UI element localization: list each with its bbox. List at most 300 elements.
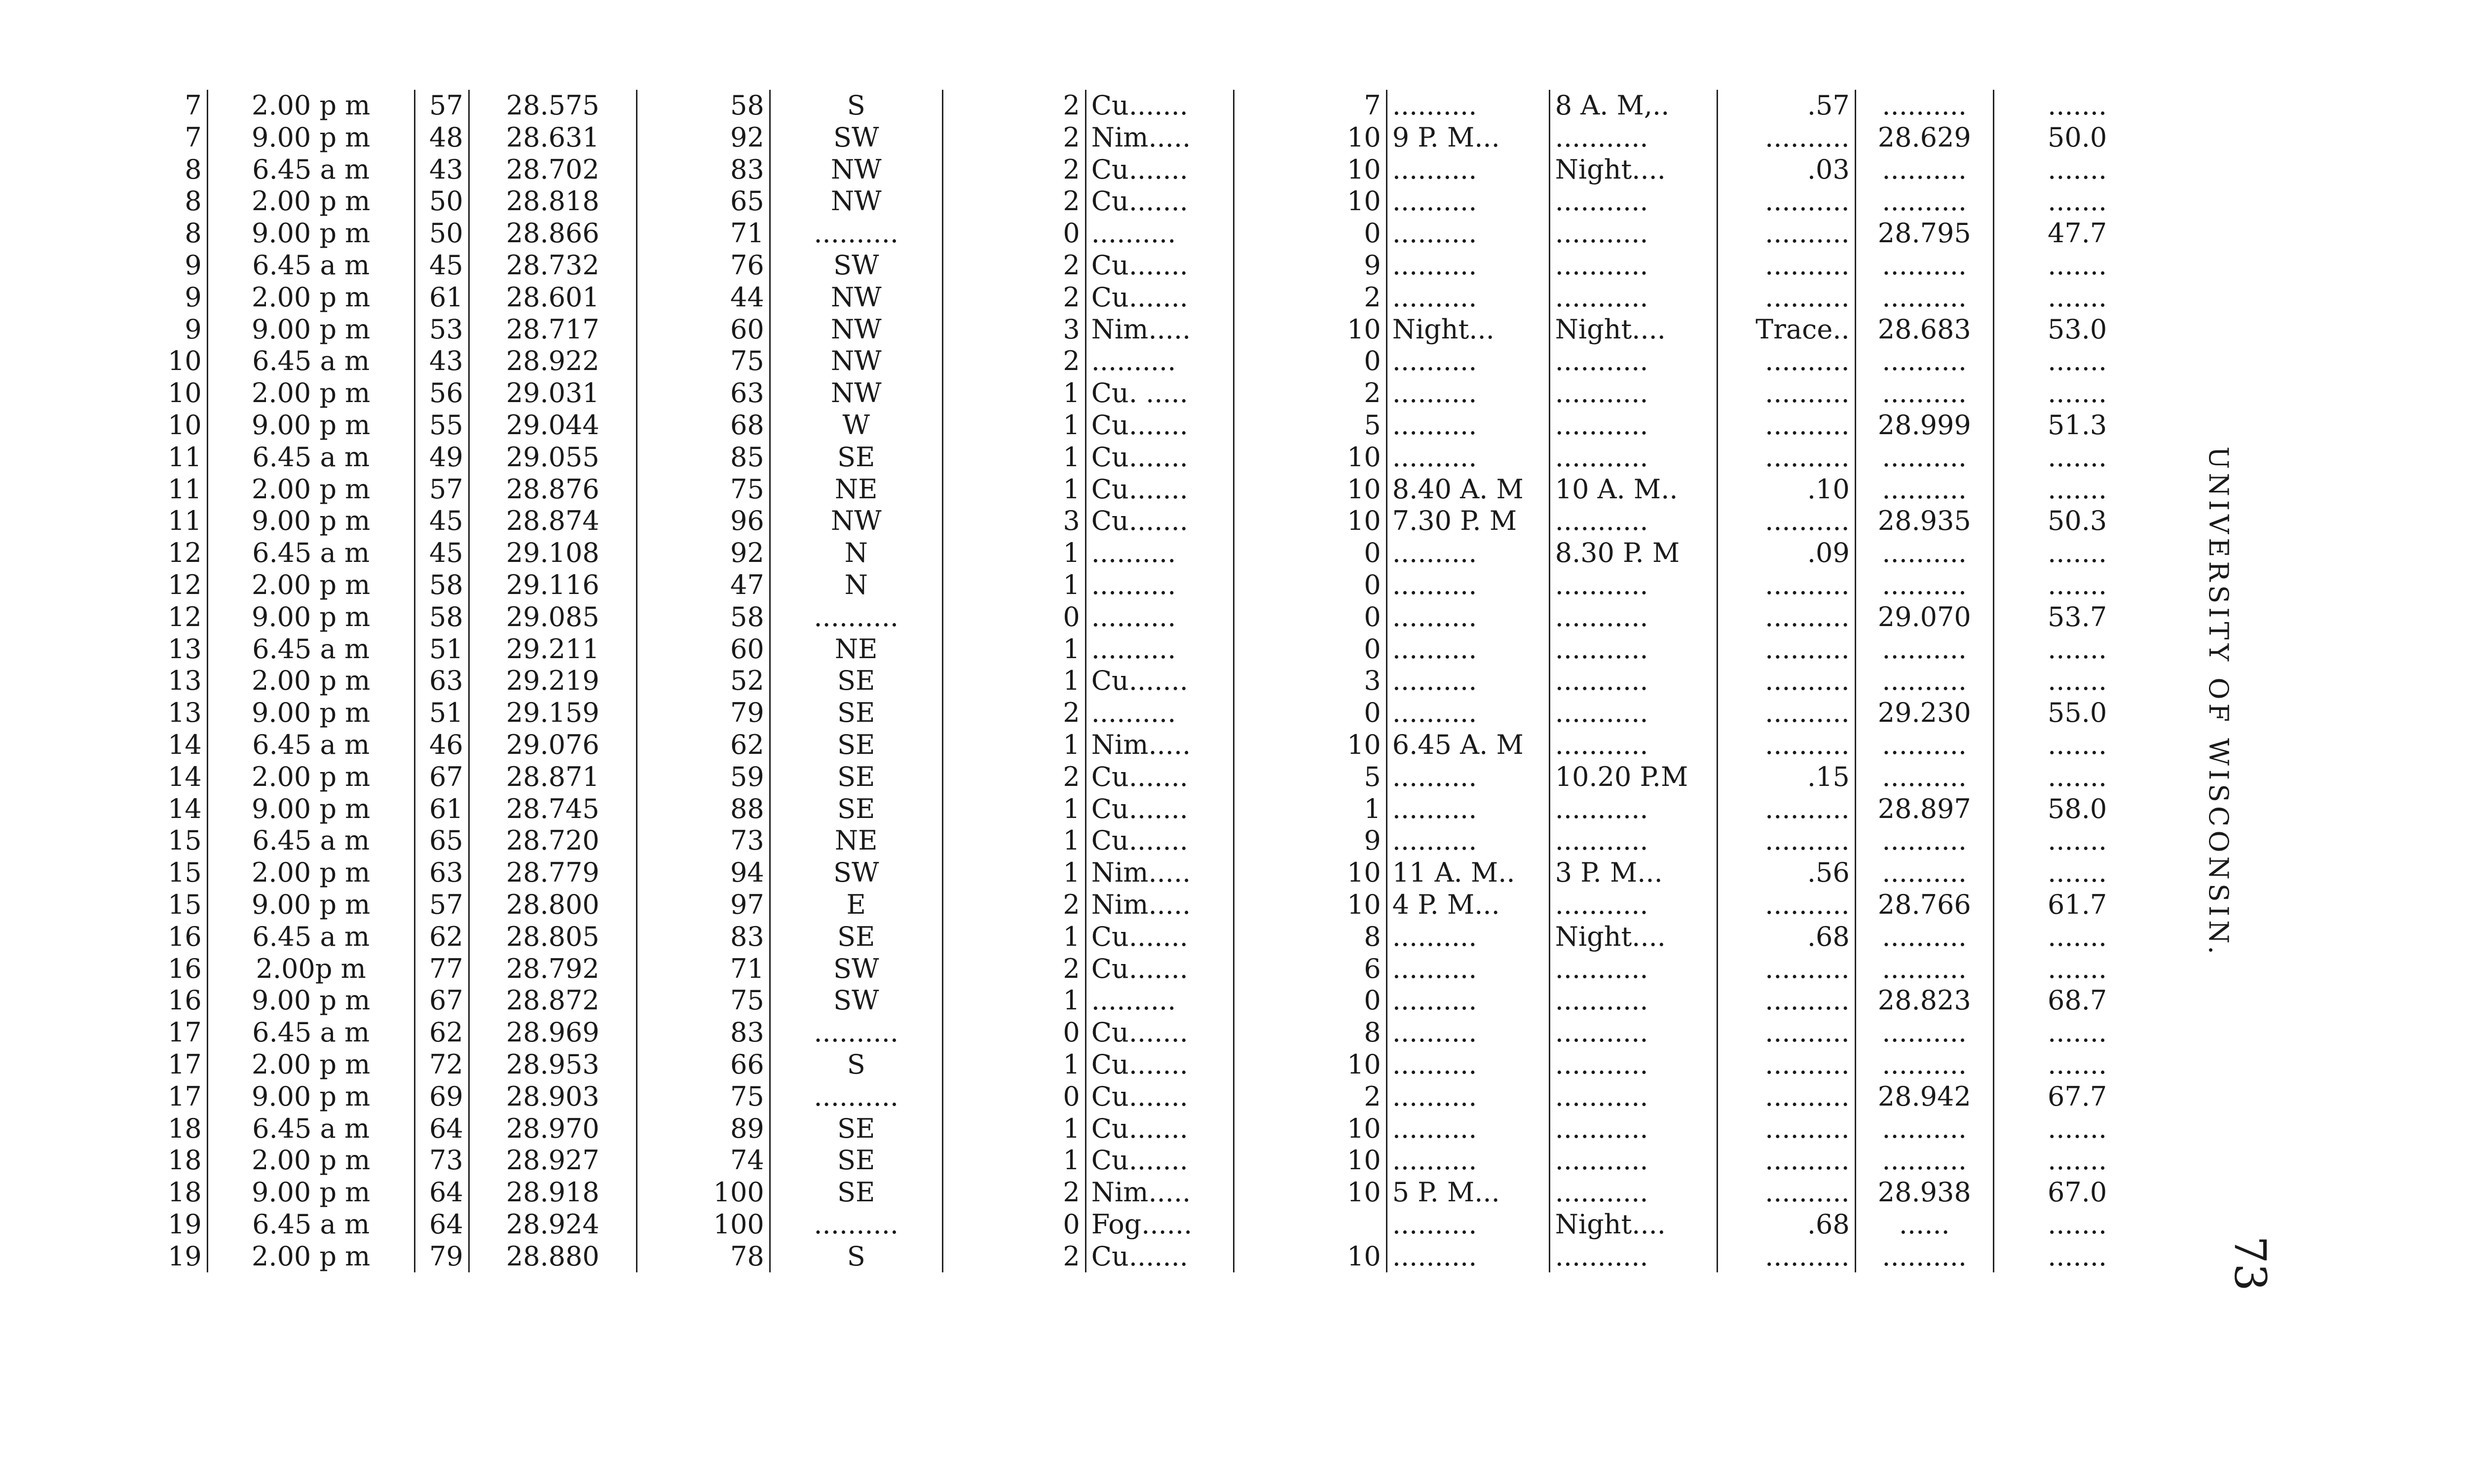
- rain-ended-cell: 8 A. M,..: [1549, 90, 1717, 122]
- mean-barometer-cell: 29.230: [1855, 697, 1993, 729]
- cloudiness-cell: 10: [1234, 857, 1386, 889]
- mean-barometer-cell: ..........: [1855, 921, 1993, 953]
- barometer-cell: 28.866: [469, 218, 636, 250]
- mean-barometer-cell: ..........: [1855, 377, 1993, 409]
- cloudiness-cell: 10: [1234, 474, 1386, 506]
- table-row: [163, 697, 2112, 729]
- cloud-kind-cell: Fog......: [1085, 1209, 1234, 1241]
- cloudiness-cell: [1234, 1209, 1386, 1241]
- day-cell: 13: [163, 633, 207, 666]
- rain-began-cell: ..........: [1386, 442, 1549, 474]
- rainfall-cell: .57: [1717, 90, 1855, 122]
- time-cell: 6.45 a m: [207, 250, 414, 282]
- rain-began-cell: ..........: [1386, 985, 1549, 1017]
- mean-barometer-cell: ..........: [1855, 633, 1993, 666]
- mean-temperature-cell: 51.3: [2047, 409, 2107, 441]
- humidity-cell: 83: [636, 921, 770, 953]
- cloudiness-cell: 7: [1234, 90, 1386, 122]
- rain-began-cell: ..........: [1386, 569, 1549, 601]
- mean-temperature-cell: .......: [2048, 1240, 2107, 1272]
- rainfall-cell: ..........: [1717, 985, 1855, 1017]
- day-cell: 15: [163, 889, 207, 921]
- cloud-kind-cell: Cu.......: [1085, 1145, 1234, 1177]
- time-cell: 6.45 a m: [207, 921, 414, 953]
- humidity-cell: 60: [636, 633, 770, 666]
- cloud-kind-cell: ..........: [1085, 601, 1234, 633]
- rain-began-cell: ..........: [1386, 665, 1549, 697]
- rainfall-cell: .15: [1717, 761, 1855, 793]
- thermometer-cell: 50: [414, 218, 469, 250]
- wind-force-cell: 0: [942, 601, 1085, 633]
- day-cell: 17: [163, 1017, 207, 1049]
- time-cell: 9.00 p m: [207, 601, 414, 633]
- cloud-kind-cell: Cu.......: [1085, 1113, 1234, 1145]
- rainfall-cell: .03: [1717, 154, 1855, 186]
- time-cell: 9.00 p m: [207, 1081, 414, 1113]
- mean-barometer-cell: ......: [1855, 1209, 1993, 1241]
- rain-began-cell: 4 P. M...: [1386, 889, 1549, 921]
- cloudiness-cell: 10: [1234, 122, 1386, 154]
- rainfall-cell: ..........: [1717, 345, 1855, 377]
- humidity-cell: 52: [636, 665, 770, 697]
- time-cell: 9.00 p m: [207, 122, 414, 154]
- wind-force-cell: 1: [942, 985, 1085, 1017]
- wind-direction-cell: SE: [770, 665, 942, 697]
- wind-force-cell: 2: [942, 90, 1085, 122]
- table-row: [163, 186, 2112, 218]
- cloudiness-cell: 0: [1234, 985, 1386, 1017]
- rain-ended-cell: ...........: [1549, 442, 1717, 474]
- mean-temperature-cell: .......: [2048, 377, 2107, 409]
- day-cell: 10: [163, 409, 207, 442]
- day-cell: 14: [163, 761, 207, 793]
- rainfall-cell: ..........: [1717, 122, 1855, 154]
- humidity-cell: 62: [636, 729, 770, 761]
- cloudiness-cell: 8: [1234, 1017, 1386, 1049]
- wind-direction-cell: S: [770, 90, 942, 122]
- rainfall-cell: ..........: [1717, 505, 1855, 537]
- time-cell: 2.00 p m: [207, 761, 414, 793]
- wind-force-cell: 2: [942, 889, 1085, 921]
- cloudiness-cell: 0: [1234, 633, 1386, 666]
- rain-ended-cell: ...........: [1549, 186, 1717, 218]
- rain-ended-cell: ...........: [1549, 633, 1717, 666]
- day-cell: 13: [163, 697, 207, 729]
- wind-force-cell: 2: [942, 697, 1085, 729]
- day-cell: 11: [163, 474, 207, 506]
- rainfall-cell: .56: [1717, 857, 1855, 889]
- mean-barometer-cell: ..........: [1855, 953, 1993, 985]
- rainfall-cell: .68: [1717, 1209, 1855, 1241]
- cloudiness-cell: 10: [1234, 314, 1386, 346]
- cloud-kind-cell: Nim.....: [1085, 729, 1234, 761]
- mean-temperature-cell: .......: [2048, 537, 2107, 569]
- wind-direction-cell: SW: [770, 857, 942, 889]
- time-cell: 2.00 p m: [207, 1049, 414, 1081]
- rainfall-cell: ..........: [1717, 697, 1855, 729]
- rain-began-cell: ..........: [1386, 1145, 1549, 1177]
- humidity-cell: 71: [636, 218, 770, 250]
- cloudiness-cell: 10: [1234, 154, 1386, 186]
- day-cell: 10: [163, 345, 207, 377]
- humidity-cell: 59: [636, 761, 770, 793]
- mean-temperature-cell: .......: [2048, 857, 2107, 889]
- rain-began-cell: ..........: [1386, 921, 1549, 953]
- humidity-cell: 63: [636, 377, 770, 409]
- mean-temperature-cell: 47.7: [2047, 218, 2107, 249]
- thermometer-cell: 79: [414, 1241, 469, 1273]
- wind-force-cell: 0: [942, 218, 1085, 250]
- time-cell: 9.00 p m: [207, 985, 414, 1017]
- cloud-kind-cell: Cu.......: [1085, 250, 1234, 282]
- wind-force-cell: 1: [942, 377, 1085, 409]
- rain-began-cell: ..........: [1386, 1081, 1549, 1113]
- mean-barometer-cell: 28.795: [1855, 218, 1993, 250]
- wind-force-cell: 2: [942, 953, 1085, 985]
- barometer-cell: 28.927: [469, 1145, 636, 1177]
- mean-barometer-cell: ..........: [1855, 345, 1993, 377]
- cloud-kind-cell: Cu.......: [1085, 665, 1234, 697]
- cloudiness-cell: 3: [1234, 665, 1386, 697]
- rainfall-cell: ..........: [1717, 569, 1855, 601]
- cloud-kind-cell: ..........: [1085, 633, 1234, 666]
- day-cell: 17: [163, 1081, 207, 1113]
- time-cell: 6.45 a m: [207, 1113, 414, 1145]
- mean-barometer-cell: ..........: [1855, 537, 1993, 569]
- cloud-kind-cell: Nim.....: [1085, 122, 1234, 154]
- table-row: [163, 442, 2112, 474]
- thermometer-cell: 56: [414, 377, 469, 409]
- rainfall-cell: ..........: [1717, 1081, 1855, 1113]
- day-cell: 11: [163, 505, 207, 537]
- day-cell: 9: [163, 282, 207, 314]
- mean-temperature-cell: .......: [2048, 90, 2107, 121]
- wind-direction-cell: SE: [770, 729, 942, 761]
- wind-force-cell: 1: [942, 793, 1085, 825]
- mean-temperature-cell: .......: [2048, 345, 2107, 377]
- mean-barometer-cell: 28.683: [1855, 314, 1993, 346]
- time-cell: 2.00 p m: [207, 474, 414, 506]
- time-cell: 9.00 p m: [207, 505, 414, 537]
- wind-force-cell: 2: [942, 250, 1085, 282]
- rainfall-cell: ..........: [1717, 889, 1855, 921]
- wind-force-cell: 3: [942, 314, 1085, 346]
- mean-temperature-cell: 67.0: [2047, 1177, 2107, 1208]
- cloud-kind-cell: Cu.......: [1085, 1049, 1234, 1081]
- rain-ended-cell: ...........: [1549, 1241, 1717, 1273]
- wind-force-cell: 1: [942, 633, 1085, 666]
- rainfall-cell: ..........: [1717, 1241, 1855, 1273]
- wind-force-cell: 1: [942, 569, 1085, 601]
- humidity-cell: 74: [636, 1145, 770, 1177]
- mean-temperature-cell: .......: [2048, 249, 2107, 281]
- barometer-cell: 28.924: [469, 1209, 636, 1241]
- time-cell: 2.00 p m: [207, 282, 414, 314]
- cloudiness-cell: 9: [1234, 825, 1386, 857]
- rain-began-cell: ..........: [1386, 409, 1549, 442]
- table-row: [163, 953, 2112, 985]
- cloud-kind-cell: Cu.......: [1085, 825, 1234, 857]
- cloudiness-cell: 0: [1234, 569, 1386, 601]
- barometer-cell: 29.076: [469, 729, 636, 761]
- humidity-cell: 75: [636, 985, 770, 1017]
- rainfall-cell: ..........: [1717, 218, 1855, 250]
- mean-temperature-cell: .......: [2048, 761, 2107, 792]
- rain-began-cell: Night...: [1386, 314, 1549, 346]
- day-cell: 12: [163, 601, 207, 633]
- day-cell: 8: [163, 218, 207, 250]
- table-row: [163, 282, 2112, 314]
- wind-force-cell: 2: [942, 345, 1085, 377]
- thermometer-cell: 64: [414, 1113, 469, 1145]
- rain-ended-cell: 10 A. M..: [1549, 474, 1717, 506]
- humidity-cell: 75: [636, 1081, 770, 1113]
- thermometer-cell: 49: [414, 442, 469, 474]
- mean-temperature-cell: 53.7: [2047, 601, 2107, 632]
- rain-began-cell: ..........: [1386, 186, 1549, 218]
- time-cell: 9.00 p m: [207, 1177, 414, 1209]
- rain-began-cell: ..........: [1386, 218, 1549, 250]
- humidity-cell: 78: [636, 1241, 770, 1273]
- cloudiness-cell: 10: [1234, 1113, 1386, 1145]
- humidity-cell: 76: [636, 250, 770, 282]
- cloud-kind-cell: Cu.......: [1085, 409, 1234, 442]
- mean-barometer-cell: ..........: [1855, 250, 1993, 282]
- barometer-cell: 28.732: [469, 250, 636, 282]
- mean-barometer-cell: ..........: [1855, 90, 1993, 122]
- wind-direction-cell: SE: [770, 761, 942, 793]
- table-row: [163, 90, 2112, 122]
- wind-force-cell: 2: [942, 122, 1085, 154]
- rain-ended-cell: ...........: [1549, 985, 1717, 1017]
- day-cell: 16: [163, 921, 207, 953]
- wind-direction-cell: ..........: [770, 601, 942, 633]
- barometer-cell: 29.219: [469, 665, 636, 697]
- mean-barometer-cell: ..........: [1855, 665, 1993, 697]
- time-cell: 6.45 a m: [207, 1209, 414, 1241]
- barometer-cell: 28.876: [469, 474, 636, 506]
- wind-force-cell: 2: [942, 186, 1085, 218]
- day-cell: 9: [163, 314, 207, 346]
- rain-ended-cell: ...........: [1549, 282, 1717, 314]
- cloudiness-cell: 0: [1234, 218, 1386, 250]
- cloudiness-cell: 0: [1234, 697, 1386, 729]
- wind-direction-cell: SE: [770, 921, 942, 953]
- rain-began-cell: ..........: [1386, 250, 1549, 282]
- wind-force-cell: 1: [942, 921, 1085, 953]
- rain-ended-cell: ...........: [1549, 1145, 1717, 1177]
- table-row: [163, 314, 2112, 346]
- barometer-cell: 28.792: [469, 953, 636, 985]
- cloudiness-cell: 10: [1234, 1177, 1386, 1209]
- rainfall-cell: ..........: [1717, 250, 1855, 282]
- thermometer-cell: 58: [414, 601, 469, 633]
- rain-ended-cell: ...........: [1549, 729, 1717, 761]
- mean-temperature-cell: 53.0: [2047, 313, 2107, 345]
- barometer-cell: 28.702: [469, 154, 636, 186]
- rain-ended-cell: ...........: [1549, 697, 1717, 729]
- mean-barometer-cell: 28.935: [1855, 505, 1993, 537]
- mean-barometer-cell: 28.999: [1855, 409, 1993, 442]
- wind-direction-cell: ..........: [770, 1017, 942, 1049]
- table-row: [163, 250, 2112, 282]
- mean-barometer-cell: 28.897: [1855, 793, 1993, 825]
- thermometer-cell: 46: [414, 729, 469, 761]
- day-cell: 7: [163, 122, 207, 154]
- table-row: [163, 1241, 2112, 1273]
- time-cell: 2.00 p m: [207, 186, 414, 218]
- barometer-cell: 28.871: [469, 761, 636, 793]
- wind-direction-cell: ..........: [770, 1209, 942, 1241]
- rainfall-cell: ..........: [1717, 1113, 1855, 1145]
- rain-ended-cell: ...........: [1549, 601, 1717, 633]
- humidity-cell: 65: [636, 186, 770, 218]
- thermometer-cell: 62: [414, 1017, 469, 1049]
- rainfall-cell: .09: [1717, 537, 1855, 569]
- day-cell: 19: [163, 1209, 207, 1241]
- rain-ended-cell: ...........: [1549, 1017, 1717, 1049]
- wind-force-cell: 2: [942, 282, 1085, 314]
- thermometer-cell: 69: [414, 1081, 469, 1113]
- mean-temperature-cell: .......: [2048, 1048, 2107, 1080]
- mean-temperature-cell: .......: [2048, 186, 2107, 217]
- table-row: [163, 1017, 2112, 1049]
- cloud-kind-cell: Cu.......: [1085, 154, 1234, 186]
- wind-direction-cell: SW: [770, 985, 942, 1017]
- wind-force-cell: 0: [942, 1017, 1085, 1049]
- humidity-cell: 85: [636, 442, 770, 474]
- thermometer-cell: 53: [414, 314, 469, 346]
- day-cell: 16: [163, 985, 207, 1017]
- barometer-cell: 28.745: [469, 793, 636, 825]
- wind-force-cell: 1: [942, 1145, 1085, 1177]
- barometer-cell: 29.085: [469, 601, 636, 633]
- time-cell: 2.00 p m: [207, 857, 414, 889]
- mean-temperature-cell: .......: [2048, 153, 2107, 185]
- barometer-cell: 28.903: [469, 1081, 636, 1113]
- day-cell: 19: [163, 1241, 207, 1273]
- wind-direction-cell: SE: [770, 1145, 942, 1177]
- rain-ended-cell: ...........: [1549, 409, 1717, 442]
- thermometer-cell: 51: [414, 633, 469, 666]
- thermometer-cell: 43: [414, 154, 469, 186]
- thermometer-cell: 45: [414, 537, 469, 569]
- wind-direction-cell: W: [770, 409, 942, 442]
- cloud-kind-cell: ..........: [1085, 218, 1234, 250]
- cloud-kind-cell: Nim.....: [1085, 314, 1234, 346]
- rain-ended-cell: ...........: [1549, 1081, 1717, 1113]
- wind-force-cell: 2: [942, 1241, 1085, 1273]
- thermometer-cell: 72: [414, 1049, 469, 1081]
- mean-temperature-cell: 68.7: [2047, 985, 2107, 1016]
- mean-temperature-cell: .......: [2048, 1017, 2107, 1048]
- rainfall-cell: ..........: [1717, 409, 1855, 442]
- cloudiness-cell: 10: [1234, 1145, 1386, 1177]
- wind-force-cell: 1: [942, 409, 1085, 442]
- cloud-kind-cell: ..........: [1085, 985, 1234, 1017]
- thermometer-cell: 61: [414, 793, 469, 825]
- barometer-cell: 28.818: [469, 186, 636, 218]
- wind-force-cell: 1: [942, 729, 1085, 761]
- wind-force-cell: 0: [942, 1209, 1085, 1241]
- cloud-kind-cell: Cu.......: [1085, 505, 1234, 537]
- cloud-kind-cell: Cu. .....: [1085, 377, 1234, 409]
- humidity-cell: 88: [636, 793, 770, 825]
- rainfall-cell: ..........: [1717, 825, 1855, 857]
- thermometer-cell: 62: [414, 921, 469, 953]
- rain-ended-cell: ...........: [1549, 825, 1717, 857]
- rain-ended-cell: ...........: [1549, 505, 1717, 537]
- rain-ended-cell: Night....: [1549, 921, 1717, 953]
- cloudiness-cell: 6: [1234, 953, 1386, 985]
- wind-force-cell: 1: [942, 825, 1085, 857]
- wind-direction-cell: SE: [770, 697, 942, 729]
- mean-barometer-cell: ..........: [1855, 186, 1993, 218]
- cloud-kind-cell: ..........: [1085, 345, 1234, 377]
- rainfall-cell: ..........: [1717, 1177, 1855, 1209]
- mean-temperature-cell: .......: [2048, 729, 2107, 760]
- rain-began-cell: ..........: [1386, 761, 1549, 793]
- mean-barometer-cell: ..........: [1855, 825, 1993, 857]
- rainfall-cell: ..........: [1717, 1145, 1855, 1177]
- table-row: [163, 1177, 2112, 1209]
- mean-temperature-cell: .......: [2048, 953, 2107, 984]
- mean-temperature-cell: .......: [2048, 665, 2107, 697]
- mean-barometer-cell: ..........: [1855, 761, 1993, 793]
- table-row: [163, 857, 2112, 889]
- rain-began-cell: ..........: [1386, 1017, 1549, 1049]
- cloudiness-cell: 0: [1234, 537, 1386, 569]
- table-row: [163, 377, 2112, 409]
- rain-ended-cell: ...........: [1549, 122, 1717, 154]
- wind-force-cell: 2: [942, 1177, 1085, 1209]
- day-cell: 18: [163, 1113, 207, 1145]
- cloudiness-cell: 10: [1234, 889, 1386, 921]
- mean-temperature-cell: .......: [2048, 633, 2107, 665]
- thermometer-cell: 50: [414, 186, 469, 218]
- mean-temperature-cell: .......: [2048, 1113, 2107, 1144]
- day-cell: 17: [163, 1049, 207, 1081]
- thermometer-cell: 73: [414, 1145, 469, 1177]
- thermometer-cell: 65: [414, 825, 469, 857]
- rainfall-cell: .68: [1717, 921, 1855, 953]
- rainfall-cell: Trace..: [1717, 314, 1855, 346]
- barometer-cell: 29.044: [469, 409, 636, 442]
- rain-began-cell: ..........: [1386, 537, 1549, 569]
- day-cell: 7: [163, 90, 207, 122]
- humidity-cell: 47: [636, 569, 770, 601]
- rain-ended-cell: ...........: [1549, 569, 1717, 601]
- humidity-cell: 100: [636, 1209, 770, 1241]
- cloudiness-cell: 8: [1234, 921, 1386, 953]
- mean-barometer-cell: 28.938: [1855, 1177, 1993, 1209]
- barometer-cell: 28.874: [469, 505, 636, 537]
- table-row: [163, 889, 2112, 921]
- wind-direction-cell: NW: [770, 505, 942, 537]
- cloudiness-cell: 2: [1234, 377, 1386, 409]
- time-cell: 2.00 p m: [207, 90, 414, 122]
- time-cell: 9.00 p m: [207, 218, 414, 250]
- page-number: 73: [2225, 1236, 2276, 1291]
- humidity-cell: 96: [636, 505, 770, 537]
- barometer-cell: 28.779: [469, 857, 636, 889]
- time-cell: 2.00 p m: [207, 569, 414, 601]
- humidity-cell: 100: [636, 1177, 770, 1209]
- time-cell: 9.00 p m: [207, 793, 414, 825]
- mean-barometer-cell: ..........: [1855, 282, 1993, 314]
- barometer-cell: 28.872: [469, 985, 636, 1017]
- time-cell: 9.00 p m: [207, 314, 414, 346]
